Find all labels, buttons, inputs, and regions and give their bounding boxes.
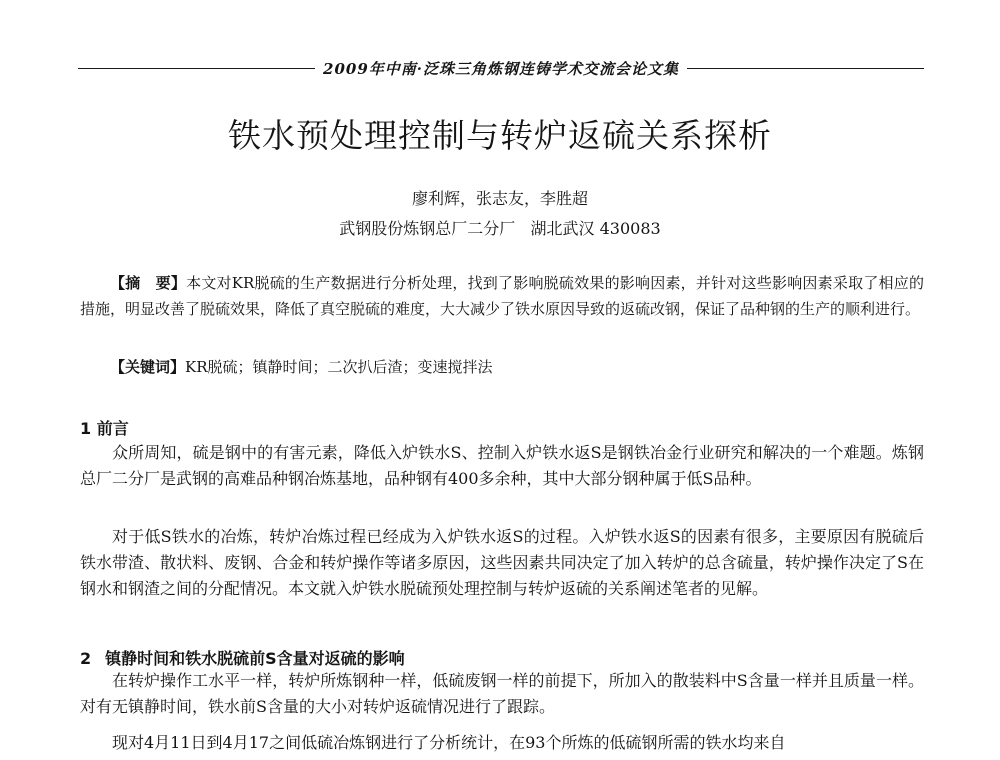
author-list: 廖利辉，张志友，李胜超 [411,189,588,208]
keywords [80,354,924,380]
section-number: 2 [80,649,92,668]
paragraph: 在转炉操作工水平一样，转炉所炼钢种一样，低硫废钢一样的前提下，所加入的散装料中S含量一样并且质量一样。对有无镇静时间，铁水前S含量的大小对转炉返硫情况进行了跟踪。 [80,671,924,716]
paragraph: 众所周知，硫是钢中的有害元素，降低入炉铁水S、控制入炉铁水返S是钢铁冶金行业研究和解决的一个难题。炼钢总厂二分厂是武钢的高难品种钢冶炼基地，品种钢有400多余种，其中大部分钢种属于低S品种。 [80,443,924,488]
abstract [80,270,924,322]
header-rule-right [687,68,924,69]
paragraph: 对于低S铁水的冶炼，转炉冶炼过程已经成为入炉铁水返S的过程。入炉铁水返S的因素有很多，主要原因有脱硫后铁水带渣、散状料、废钢、合金和转炉操作等诸多原因，这些因素共同决定了加入转炉的总含硫量，转炉操作决定了S在钢水和钢渣之间的分配情况。本文就入炉铁水脱硫预处理控制与转炉返硫的关系阐述笔者的见解。 [80,527,924,598]
running-header [78,57,924,79]
paragraph: 现对4月11日到4月17之间低硫冶炼钢进行了分析统计，在93个所炼的低硫钢所需的铁水均来自 [112,733,786,752]
abstract-text: 本文对KR脱硫的生产数据进行分析处理，找到了影响脱硫效果的影响因素，并针对这些影响因素采取了相应的措施，明显改善了脱硫效果，降低了真空脱硫的难度，大大减少了铁水原因导致的返硫改钢，保证了品种钢的生产的顺利进行。 [80,274,924,318]
author-affiliation: 武钢股份炼钢总厂二分厂 湖北武汉 430083 [339,219,661,238]
section-title: 镇静时间和铁水脱硫前S含量对返硫的影响 [105,649,405,668]
section-heading-introduction: 1 前言 [80,419,129,438]
abstract-label: 【摘 要】 [110,274,187,292]
paper-title: 铁水预处理控制与转炉返硫关系探析 [228,116,772,155]
header-rule-left [78,68,315,69]
section-heading-settling-time [80,646,405,669]
keywords-label: 【关键词】 [110,358,186,376]
keywords-text: KR脱硫；镇静时间；二次扒后渣；变速搅拌法 [185,358,493,376]
running-header-text: 2009年中南·泛珠三角炼钢连铸学术交流会论文集 [323,59,679,78]
